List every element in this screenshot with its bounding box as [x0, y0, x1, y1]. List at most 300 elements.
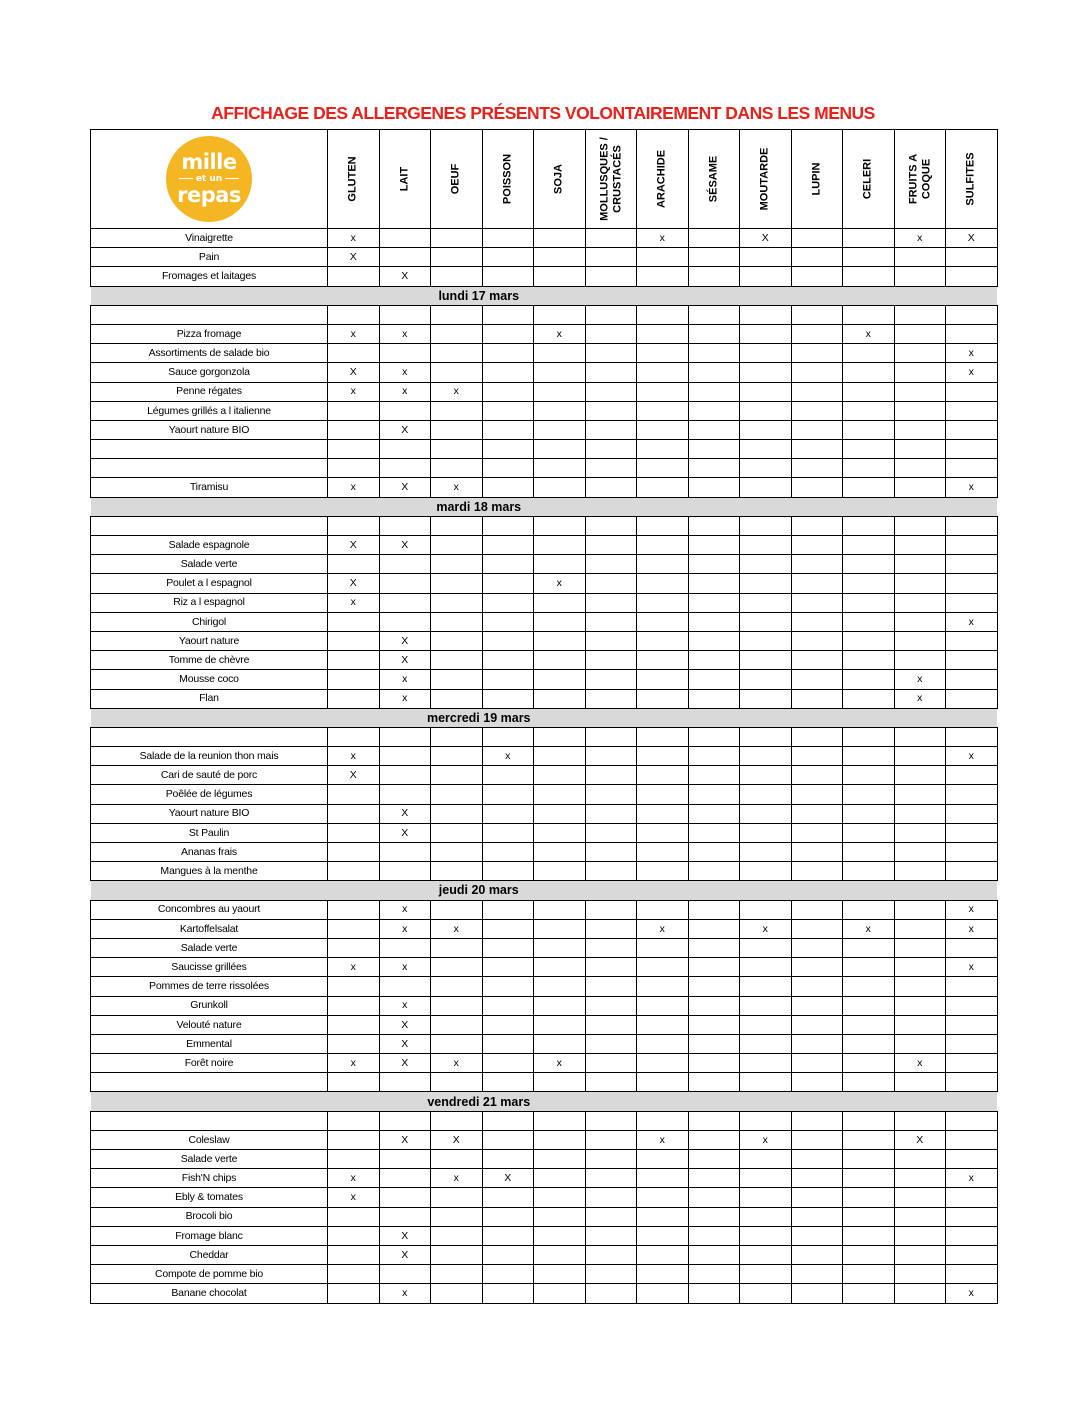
allergen-cell — [946, 996, 998, 1015]
allergen-cell — [946, 977, 998, 996]
allergen-table — [90, 129, 998, 1304]
allergen-cell — [534, 1073, 586, 1092]
dish-name: Yaourt nature BIO — [91, 420, 328, 439]
allergen-cell — [894, 958, 946, 977]
table-row — [91, 843, 998, 862]
allergen-cell — [585, 785, 637, 804]
allergen-cell — [843, 267, 895, 286]
allergen-cell — [843, 689, 895, 708]
allergen-cell — [688, 631, 740, 650]
allergen-cell — [688, 747, 740, 766]
allergen-cell: x — [328, 1188, 380, 1207]
allergen-cell — [688, 555, 740, 574]
allergen-cell — [688, 862, 740, 881]
allergen-cell — [740, 401, 792, 420]
allergen-cell — [534, 727, 586, 746]
allergen-cell — [688, 1073, 740, 1092]
allergen-cell — [482, 1265, 534, 1284]
allergen-cell — [534, 1245, 586, 1264]
allergen-cell — [482, 459, 534, 478]
allergen-cell — [585, 843, 637, 862]
allergen-cell — [328, 900, 380, 919]
allergen-cell — [791, 344, 843, 363]
allergen-cell — [585, 1015, 637, 1034]
allergen-cell — [534, 612, 586, 631]
allergen-cell — [328, 996, 380, 1015]
dish-name — [91, 516, 328, 535]
blank-row — [91, 516, 998, 535]
allergen-cell — [946, 555, 998, 574]
allergen-cell — [328, 516, 380, 535]
allergen-cell — [688, 420, 740, 439]
day-header-row — [91, 497, 998, 516]
allergen-cell — [431, 766, 483, 785]
allergen-cell — [843, 555, 895, 574]
allergen-cell — [534, 843, 586, 862]
allergen-cell — [379, 938, 431, 957]
allergen-cell — [791, 996, 843, 1015]
allergen-cell — [946, 593, 998, 612]
blank-row — [91, 440, 998, 459]
allergen-cell — [740, 555, 792, 574]
allergen-cell — [688, 1130, 740, 1149]
table-row — [91, 555, 998, 574]
dish-name — [91, 1111, 328, 1130]
allergen-cell — [740, 478, 792, 497]
allergen-cell — [534, 938, 586, 957]
dish-name: Ananas frais — [91, 843, 328, 862]
allergen-cell — [843, 344, 895, 363]
allergen-cell — [637, 1054, 689, 1073]
allergen-cell — [688, 229, 740, 248]
allergen-cell — [585, 363, 637, 382]
allergen-cell — [328, 670, 380, 689]
allergen-cell — [688, 1265, 740, 1284]
allergen-cell — [637, 478, 689, 497]
allergen-cell — [534, 862, 586, 881]
allergen-cell: x — [482, 747, 534, 766]
allergen-cell — [843, 1073, 895, 1092]
allergen-cell — [534, 919, 586, 938]
allergen-cell — [843, 862, 895, 881]
table-row — [91, 804, 998, 823]
allergen-cell — [482, 1150, 534, 1169]
allergen-cell — [946, 324, 998, 343]
allergen-cell: x — [328, 1169, 380, 1188]
allergen-cell — [740, 900, 792, 919]
allergen-cell — [482, 938, 534, 957]
allergen-cell — [946, 1015, 998, 1034]
allergen-cell — [585, 1130, 637, 1149]
table-row — [91, 1284, 998, 1303]
allergen-cell — [431, 229, 483, 248]
allergen-cell — [843, 1207, 895, 1226]
table-row — [91, 324, 998, 343]
allergen-cell — [688, 996, 740, 1015]
allergen-cell — [946, 823, 998, 842]
allergen-cell — [637, 1073, 689, 1092]
allergen-cell — [843, 1226, 895, 1245]
allergen-cell — [791, 631, 843, 650]
dish-name: Tiramisu — [91, 478, 328, 497]
allergen-cell — [946, 1265, 998, 1284]
allergen-cell — [688, 766, 740, 785]
allergen-cell — [431, 938, 483, 957]
allergen-cell — [431, 1034, 483, 1053]
allergen-cell — [637, 843, 689, 862]
allergen-cell: X — [379, 651, 431, 670]
allergen-cell — [482, 593, 534, 612]
allergen-cell — [791, 919, 843, 938]
allergen-cell: x — [894, 229, 946, 248]
allergen-cell — [843, 478, 895, 497]
allergen-cell — [688, 440, 740, 459]
allergen-cell — [431, 324, 483, 343]
allergen-cell — [637, 862, 689, 881]
allergen-cell — [328, 612, 380, 631]
table-row — [91, 574, 998, 593]
allergen-cell — [328, 1245, 380, 1264]
allergen-cell — [534, 766, 586, 785]
allergen-cell — [379, 977, 431, 996]
allergen-cell: x — [379, 689, 431, 708]
allergen-cell — [482, 804, 534, 823]
allergen-cell — [894, 843, 946, 862]
allergen-cell — [328, 1265, 380, 1284]
allergen-cell — [894, 1188, 946, 1207]
allergen-cell — [843, 900, 895, 919]
allergen-cell — [843, 1284, 895, 1303]
allergen-cell — [791, 1130, 843, 1149]
allergen-cell — [431, 401, 483, 420]
allergen-cell — [894, 555, 946, 574]
table-row — [91, 747, 998, 766]
day-label: jeudi 20 mars — [91, 881, 998, 900]
column-header-label: POISSON — [501, 153, 514, 205]
allergen-cell — [946, 440, 998, 459]
allergen-cell — [740, 536, 792, 555]
allergen-cell — [740, 267, 792, 286]
allergen-cell — [482, 267, 534, 286]
allergen-cell — [637, 938, 689, 957]
dish-name: Cheddar — [91, 1245, 328, 1264]
allergen-cell — [740, 958, 792, 977]
dish-name: Fish'N chips — [91, 1169, 328, 1188]
allergen-cell — [688, 1226, 740, 1245]
allergen-cell — [894, 574, 946, 593]
allergen-cell — [946, 401, 998, 420]
allergen-cell — [894, 420, 946, 439]
allergen-cell — [328, 1073, 380, 1092]
dish-name: Pommes de terre rissolées — [91, 977, 328, 996]
allergen-cell — [688, 843, 740, 862]
allergen-cell — [585, 612, 637, 631]
logo-cell — [91, 130, 328, 229]
allergen-cell — [740, 440, 792, 459]
allergen-cell — [843, 363, 895, 382]
allergen-cell — [894, 440, 946, 459]
allergen-cell — [328, 1284, 380, 1303]
allergen-cell — [946, 727, 998, 746]
allergen-cell — [431, 631, 483, 650]
allergen-cell — [894, 938, 946, 957]
allergen-cell — [534, 459, 586, 478]
allergen-cell — [946, 305, 998, 324]
table-row — [91, 1034, 998, 1053]
dish-name: Sauce gorgonzola — [91, 363, 328, 382]
allergen-cell — [482, 248, 534, 267]
allergen-cell: X — [379, 1130, 431, 1149]
allergen-cell — [637, 420, 689, 439]
allergen-cell — [585, 670, 637, 689]
allergen-cell — [791, 1034, 843, 1053]
allergen-cell — [791, 727, 843, 746]
dish-name: Salade espagnole — [91, 536, 328, 555]
allergen-cell — [328, 804, 380, 823]
allergen-cell — [431, 344, 483, 363]
table-row — [91, 248, 998, 267]
allergen-cell — [894, 612, 946, 631]
allergen-cell — [482, 727, 534, 746]
allergen-cell: x — [637, 919, 689, 938]
table-row — [91, 382, 998, 401]
allergen-cell: x — [534, 1054, 586, 1073]
allergen-cell — [688, 977, 740, 996]
allergen-cell — [482, 612, 534, 631]
allergen-cell — [843, 1169, 895, 1188]
allergen-cell — [482, 766, 534, 785]
allergen-cell — [328, 727, 380, 746]
allergen-cell — [946, 1207, 998, 1226]
allergen-cell — [482, 996, 534, 1015]
allergen-cell — [585, 1284, 637, 1303]
allergen-cell — [688, 401, 740, 420]
allergen-cell — [585, 1073, 637, 1092]
allergen-cell — [843, 1015, 895, 1034]
allergen-cell — [894, 747, 946, 766]
allergen-cell: X — [328, 363, 380, 382]
allergen-cell — [791, 843, 843, 862]
allergen-cell — [482, 555, 534, 574]
allergen-cell — [791, 420, 843, 439]
blank-row — [91, 727, 998, 746]
blank-row — [91, 459, 998, 478]
allergen-cell — [585, 1245, 637, 1264]
dish-name: Riz a l espagnol — [91, 593, 328, 612]
allergen-cell — [740, 344, 792, 363]
dish-name: Tomme de chèvre — [91, 651, 328, 670]
allergen-cell: X — [379, 1034, 431, 1053]
allergen-cell — [791, 804, 843, 823]
allergen-cell — [637, 1015, 689, 1034]
allergen-cell — [688, 593, 740, 612]
allergen-cell — [379, 344, 431, 363]
allergen-cell — [740, 631, 792, 650]
allergen-cell — [637, 1284, 689, 1303]
allergen-cell: x — [946, 958, 998, 977]
allergen-cell — [894, 1034, 946, 1053]
allergen-cell — [688, 1169, 740, 1188]
allergen-cell — [431, 1207, 483, 1226]
allergen-cell — [379, 766, 431, 785]
column-header-fruits-a-coque — [894, 130, 946, 229]
allergen-cell — [534, 229, 586, 248]
table-row — [91, 478, 998, 497]
table-row — [91, 862, 998, 881]
allergen-cell — [791, 1073, 843, 1092]
allergen-cell — [482, 862, 534, 881]
allergen-cell — [328, 651, 380, 670]
allergen-cell — [534, 516, 586, 535]
allergen-cell — [379, 574, 431, 593]
allergen-cell — [585, 1169, 637, 1188]
allergen-cell — [431, 670, 483, 689]
allergen-cell: X — [379, 1245, 431, 1264]
allergen-cell — [431, 248, 483, 267]
allergen-cell — [740, 382, 792, 401]
allergen-cell: X — [379, 823, 431, 842]
allergen-cell — [328, 344, 380, 363]
table-row — [91, 1245, 998, 1264]
allergen-cell — [843, 1265, 895, 1284]
allergen-cell — [482, 1130, 534, 1149]
allergen-cell — [379, 1150, 431, 1169]
allergen-cell: X — [379, 1226, 431, 1245]
allergen-cell — [585, 631, 637, 650]
allergen-cell — [894, 1284, 946, 1303]
day-label: mardi 18 mars — [91, 497, 998, 516]
column-header-lupin — [791, 130, 843, 229]
dish-name: Légumes grillés a l italienne — [91, 401, 328, 420]
allergen-cell: X — [328, 248, 380, 267]
allergen-cell — [431, 612, 483, 631]
table-row — [91, 900, 998, 919]
allergen-cell — [740, 459, 792, 478]
allergen-cell — [482, 401, 534, 420]
allergen-cell — [482, 344, 534, 363]
column-header-label: CELERI — [861, 158, 874, 200]
allergen-cell — [379, 401, 431, 420]
allergen-cell: x — [379, 900, 431, 919]
allergen-cell: x — [637, 229, 689, 248]
dish-name: Assortiments de salade bio — [91, 344, 328, 363]
allergen-cell — [791, 1207, 843, 1226]
allergen-cell — [637, 536, 689, 555]
allergen-cell: X — [379, 478, 431, 497]
allergen-cell — [791, 1188, 843, 1207]
allergen-cell — [431, 1111, 483, 1130]
allergen-cell — [637, 727, 689, 746]
column-header-label: ARACHIDE — [655, 149, 668, 209]
allergen-cell — [740, 670, 792, 689]
allergen-cell — [534, 823, 586, 842]
column-header-label: MOLLUSQUES / CRUSTACÉS — [598, 137, 623, 221]
allergen-cell — [379, 593, 431, 612]
logo-line-3: repas — [177, 183, 241, 207]
column-header-label: SÉSAME — [707, 155, 720, 203]
allergen-cell — [688, 536, 740, 555]
allergen-cell — [431, 1150, 483, 1169]
allergen-cell — [740, 1188, 792, 1207]
allergen-cell — [637, 996, 689, 1015]
allergen-cell — [482, 631, 534, 650]
allergen-cell — [534, 631, 586, 650]
allergen-cell — [637, 459, 689, 478]
allergen-cell — [791, 574, 843, 593]
allergen-cell — [688, 938, 740, 957]
allergen-cell — [894, 324, 946, 343]
allergen-cell — [946, 420, 998, 439]
allergen-cell — [328, 1226, 380, 1245]
allergen-cell — [482, 516, 534, 535]
allergen-cell — [894, 382, 946, 401]
allergen-cell — [843, 1188, 895, 1207]
allergen-cell — [431, 747, 483, 766]
allergen-cell — [585, 727, 637, 746]
allergen-cell — [946, 1034, 998, 1053]
allergen-cell — [843, 1034, 895, 1053]
allergen-cell — [637, 785, 689, 804]
allergen-cell — [328, 1111, 380, 1130]
allergen-cell — [791, 689, 843, 708]
allergen-cell — [740, 1169, 792, 1188]
column-header-label: GLUTEN — [346, 156, 359, 202]
allergen-cell — [328, 420, 380, 439]
allergen-cell — [894, 900, 946, 919]
allergen-cell: x — [843, 324, 895, 343]
allergen-cell — [894, 1111, 946, 1130]
allergen-cell — [534, 1130, 586, 1149]
allergen-cell — [534, 977, 586, 996]
blank-row — [91, 305, 998, 324]
allergen-cell — [637, 1226, 689, 1245]
dish-name: Salade verte — [91, 1150, 328, 1169]
allergen-cell — [688, 344, 740, 363]
allergen-cell — [894, 536, 946, 555]
column-header-label: OEUF — [449, 163, 462, 195]
dish-name: Yaourt nature — [91, 631, 328, 650]
allergen-cell — [379, 1265, 431, 1284]
allergen-cell — [328, 1034, 380, 1053]
allergen-cell — [482, 1034, 534, 1053]
allergen-cell — [431, 1188, 483, 1207]
allergen-cell — [534, 958, 586, 977]
allergen-cell — [688, 919, 740, 938]
table-row — [91, 631, 998, 650]
allergen-cell — [637, 344, 689, 363]
allergen-cell — [534, 248, 586, 267]
allergen-cell — [534, 593, 586, 612]
dish-name: Kartoffelsalat — [91, 919, 328, 938]
allergen-cell — [431, 651, 483, 670]
allergen-cell — [894, 401, 946, 420]
allergen-cell: x — [894, 689, 946, 708]
allergen-cell: x — [379, 919, 431, 938]
allergen-cell — [482, 1054, 534, 1073]
allergen-cell — [328, 1130, 380, 1149]
allergen-cell — [482, 958, 534, 977]
allergen-cell: x — [431, 382, 483, 401]
day-label: vendredi 21 mars — [91, 1092, 998, 1111]
allergen-cell — [946, 1073, 998, 1092]
allergen-cell — [740, 1034, 792, 1053]
allergen-cell — [328, 267, 380, 286]
allergen-cell — [894, 766, 946, 785]
allergen-cell — [791, 536, 843, 555]
allergen-cell: x — [946, 900, 998, 919]
dish-name — [91, 459, 328, 478]
allergen-cell — [791, 459, 843, 478]
